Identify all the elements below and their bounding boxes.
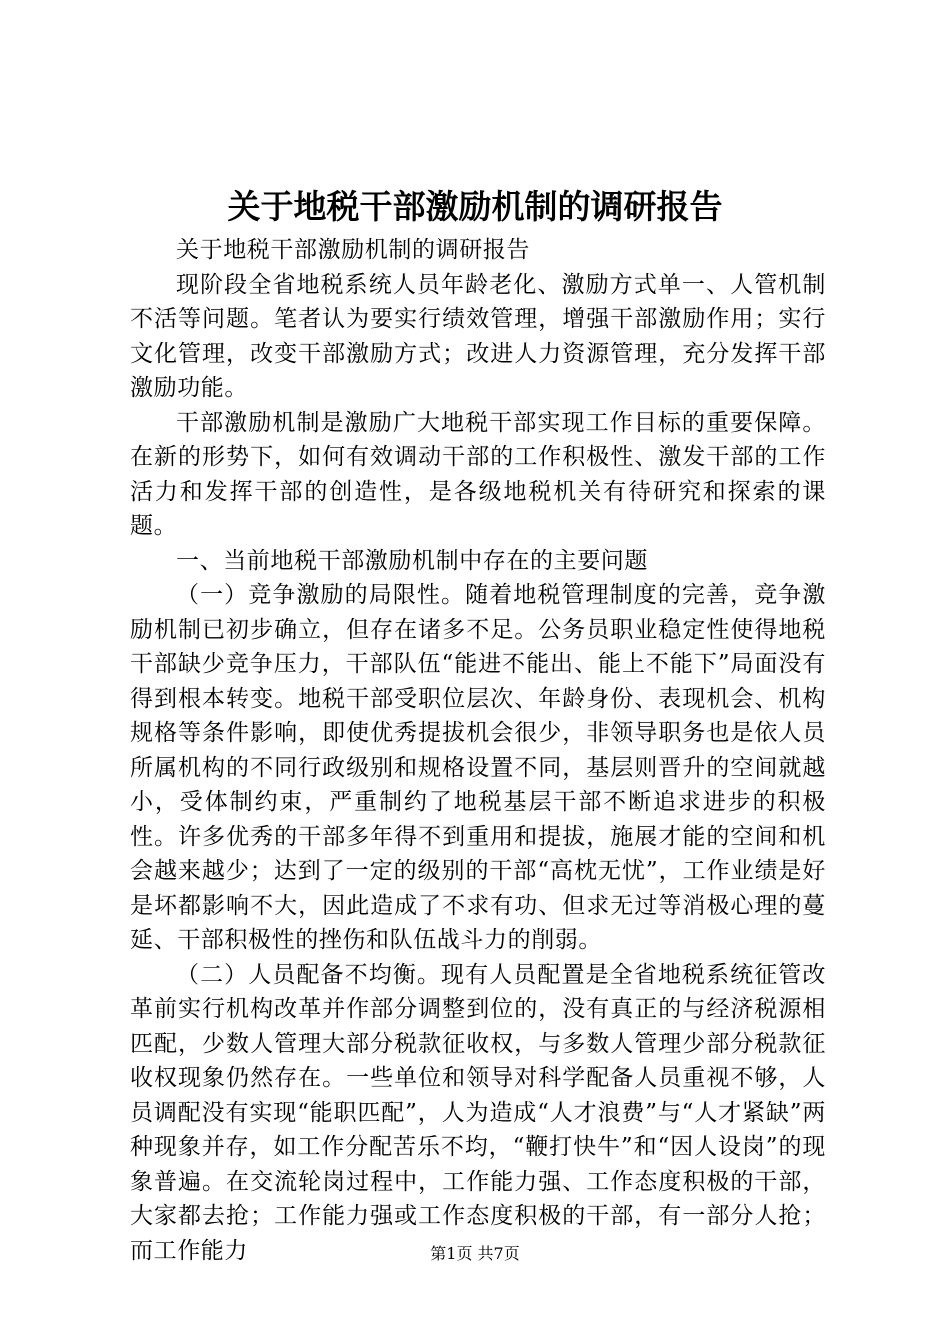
paragraph-abstract: 现阶段全省地税系统人员年龄老化、激励方式单一、人管机制不活等问题。笔者认为要实行绩效管理，增强干部激励作用；实行文化管理，改变干部激励方式；改进人力资源管理，充分发挥干部激励功能。 xyxy=(130,271,826,401)
paragraph-point-1: （一）竞争激励的局限性。随着地税管理制度的完善，竞争激励机制已初步确立，但存在诸多不足。公务员职业稳定性使得地税干部缺少竞争压力，干部队伍“能进不能出、能上不能下”局面没有得到根本转变。地税干部受职位层次、年龄身份、表现机会、机构规格等条件影响，即使优秀提拔机会很少，非领导职务也是依人员所属机构的不同行政级别和规格设置不同，基层则晋升的空间就越小，受体制约束，严重制约了地税基层干部不断追求进步的积极性。许多优秀的干部多年得不到重用和提拔，施展才能的空间和机会越来越少；达到了一定的级别的干部“高枕无忧”，工作业绩是好是坏都影响不大，因此造成了不求有功、但求无过等消极心理的蔓延、干部积极性的挫伤和队伍战斗力的削弱。 xyxy=(130,582,826,953)
paragraph-intro: 干部激励机制是激励广大地税干部实现工作目标的重要保障。在新的形势下，如何有效调动干部的工作积极性、激发干部的工作活力和发挥干部的创造性，是各级地税机关有待研究和探索的课题。 xyxy=(130,409,826,539)
paragraph-point-2: （二）人员配备不均衡。现有人员配置是全省地税系统征管改革前实行机构改革并作部分调整到位的，没有真正的与经济税源相匹配，少数人管理大部分税款征收权，与多数人管理少部分税款征收权现象仍然存在。一些单位和领导对科学配备人员重视不够，人员调配没有实现“能职匹配”，人为造成“人才浪费”与“人才紧缺”两种现象并存，如工作分配苦乐不均，“鞭打快牛”和“因人设岗”的现象普遍。在交流轮岗过程中，工作能力强、工作态度积极的干部，大家都去抢；工作能力强或工作态度积极的干部，有一部分人抢；而工作能力 xyxy=(130,961,826,1264)
document-title: 关于地税干部激励机制的调研报告 xyxy=(227,187,723,226)
document-body xyxy=(130,233,826,1268)
paragraph-subtitle: 关于地税干部激励机制的调研报告 xyxy=(176,237,530,263)
page-number-footer: 第1页 共7页 xyxy=(430,1244,520,1263)
section-heading: 一、当前地税干部激励机制中存在的主要问题 xyxy=(176,547,648,574)
